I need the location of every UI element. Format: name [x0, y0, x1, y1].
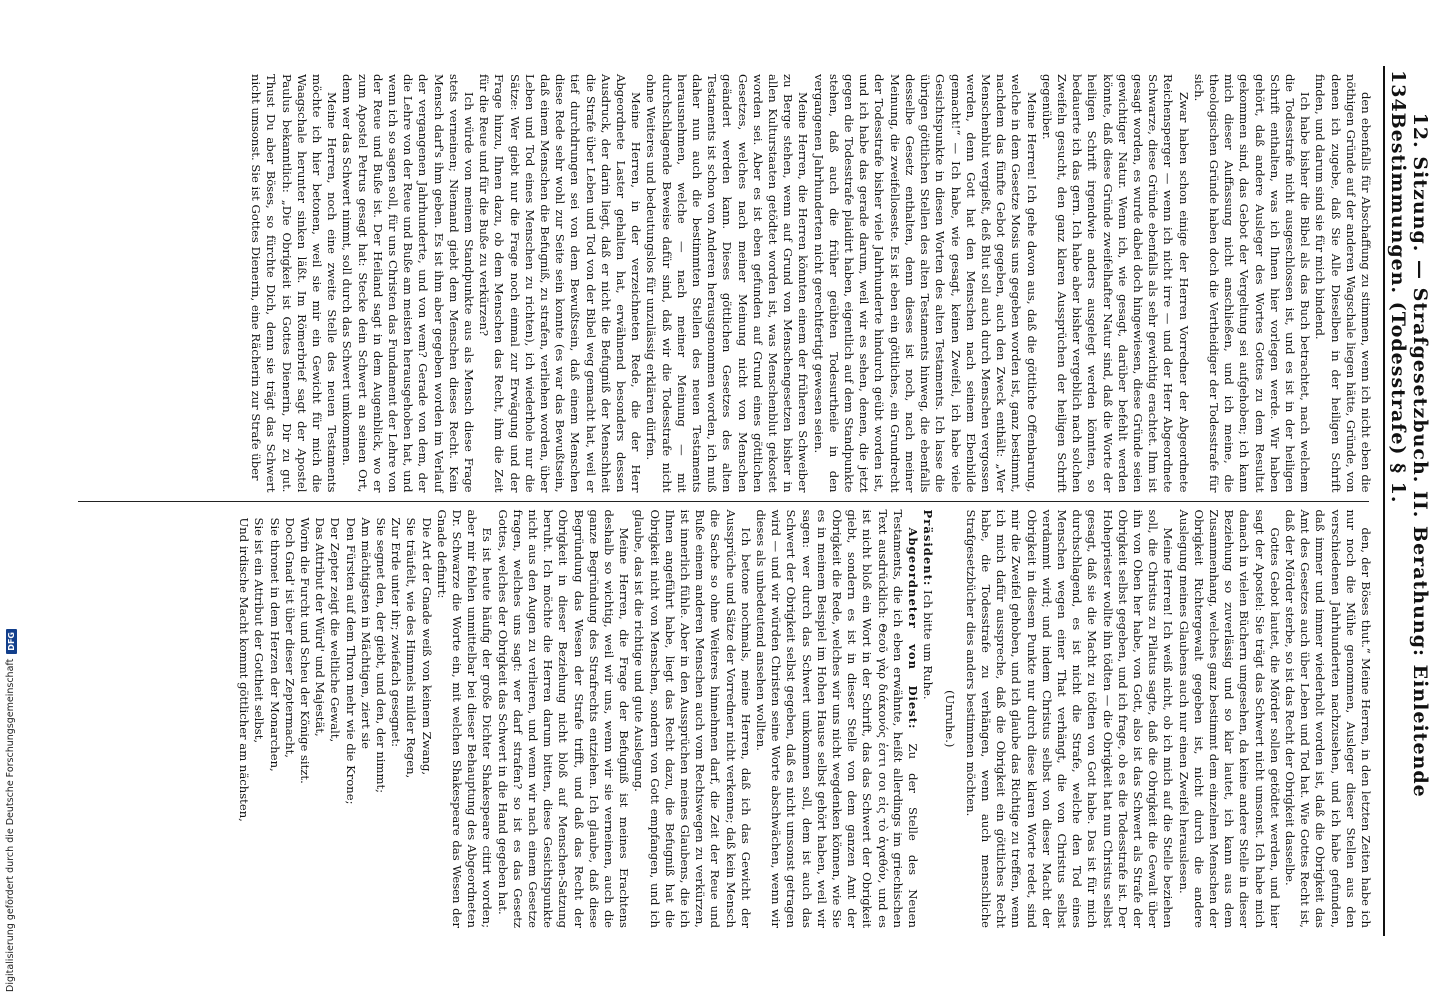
right-column-opening [963, 510, 1373, 929]
paragraph: Sie ist ein Attribut der Gottheit selbst, [252, 517, 267, 744]
paragraph: Das Attribut der Würd' und Majestät, [313, 517, 328, 737]
paragraph: Der Zepter zeigt die weltliche Gewalt, [328, 517, 343, 743]
text-columns [72, 66, 1373, 936]
paragraph: den ebenfalls für Abschaffung zu stimmen, wenn ich nicht eben die nöthigen Gründe auf der anderen Wagschale liegen hätte, Gründe, von denen ich zugebe, daß Sie Alle Dieselben in der heiligen Schrift finden, und darum sind sie für mich bindend. [1313, 74, 1373, 493]
president-label: Präsident: [921, 509, 936, 587]
speech-text: Ich betone nochmals, meine Herren, daß ich das Gewicht der Aussprüche und Sätze der Vorredner nicht verkenne; daß kein Mensch die Sache so ohne Weiteres hinnehmen darf, die Zeit der Reue und Buße einem anderen Menschen auch vom Rechtswegen zu verkürzen, ist innerlich fühle. Aber in den Aussprüchen meines Glaubens, die ich Ihnen angeführt habe, liegt das Recht dazu, die Befugniß hat die Obrigkeit nicht von Menschen, sondern von Gott empfangen, und ich glaube, das ist die richtige und gute Auslegung. [632, 509, 753, 928]
paragraph: Sie träufelt, wie des Himmels milder Regen, [404, 517, 419, 779]
paragraph: Meine Herren, die Herren könnten einem der früheren Schweiber zu Berge stehen, wenn auf Grund von Menschengesetzen bisher in allen Kulturstaaten getödtet worden ist, was Menschenblut gekostet worden sei. Aber es ist eben gefunden auf Grund eines göttlichen Gesetzes, welches nach meiner Meinung nicht von Menschen geändert werden kann. Dieses göttlichen Gesetzes des alten Testaments ist schon von Anderen herausgenommen worden, ich muß daher nun auch die bestimmten Stellen des neuen Testaments herausnehmen, welche — nach meiner Meinung — mit durchschlagende Beweise dafür sind, daß wir die Todesstrafe nicht ohne Weiteres und bedeutungslos für unzulässig erklären dürfen. [644, 74, 811, 493]
paragraph: Meine Herren! Ich weiß nicht, ob ich mich auf die Stelle beziehen soll, die Christus zu Pilatus sagte, daß die Obrigkeit die Gewalt über ihn von Oben her habe, von Gott, also ist das Schwert als Strafe der Obrigkeit selbst gegeben, und ich frage, ob es die Todesstrafe ist. Der Hohepriester wollte ihn tödten — die Obrigkeit hat nun Christus selbst gesagt, daß sie die Macht zu tödten von Gott habe. Das ist für mich durchschlagend, es ist nicht die Strafe, welche den Tod eines Menschen wegen einer That verhängt, die von Christus selbst verdammt wird; und indem Christus selbst von dieser Macht der Obrigkeit in diesem Punkte nur durch diese klaren Worte redet, sind mir die Zweifel gehoben, und ich glaube das Richtige zu treffen, wenn ich mich dafür ausspreche, daß die Obrigkeit ein göttliches Recht habe, die Todesstrafe zu verhängen, wenn auch menschliche Strafgesetzbücher dies anders bestimmen möchten. [963, 509, 1176, 928]
page-number: 134 [1387, 70, 1409, 113]
paragraph: Zwar haben schon einige der Herren Vorredner der Abgeordnete Reichensperger — wenn ich nicht irre — und der Herr Abgeordnete Schwarze, diese Gründe ebenfalls als sehr gewichtig erachtet. Ihm ist gesagt worden, es wurde dabei doch hingewiesen, diese Gründe seien gewichtiger Natur. Wenn ich, wie gesagt, darüber befehlt werden könnte, daß diese Gründe zweifelhafter Natur sind, daß die Worte der heiligen Schrift irgendwie anders ausgelegt werden könnten, so bedauerte ich das gern. Ich habe aber bisher vergeblich nach solchen Zweifeln gesucht, den ganz klaren Aussprüchen der heiligen Schrift gegenüber. [1039, 74, 1191, 493]
page-content [72, 66, 1431, 936]
shakespeare-verse [236, 510, 434, 929]
paragraph: Meine Herren, in der verzeichneten Rede, die der Herr Abgeordnete Laster gehalten hat, erwähnend besonders dessen Ausdruck, der darin liegt, daß er nicht die Befugniß der Menschheit die Strafe über Leben und Tod von der Bibel weg gemacht hat, weil er tief durchdrungen sei von dem Bewußtsein, daß einem Menschen diese Rede sehr wohl zur Seite sein konnte (es war das Bewußtsein, daß einem Menschen die Befugniß, zu strafen, verliehen worden, über Leben und Tod eines Menschen zu richten), ich wiederhole nur die Sätze: Wer giebt nur die Frage noch einmal zur Erwägung und der Frage hinzu, Ihnen dazu, ob dem Menschen das Recht, ihm die Zeit für die Reue und für die Buße zu verkürzen? [477, 74, 644, 493]
speaker-paragraphs [434, 510, 921, 929]
paragraph: Meine Herren, noch eine zweite Stelle des neuen Testaments möchte ich hier betonen, weil sie mir ein Gewicht für mich die Waagschale herunter sinken läßt. Im Römerbrief sagt der Apostel Paulus bekanntlich: „Die Obrigkeit ist Gottes Dienerin, Dir zu gut. Thust Du aber Böses, so fürchte Dich, denn sie trägt das Schwert nicht umsonst. Sie ist Gottes Dienerin, eine Rächerin zur Strafe über [249, 74, 340, 493]
rotated-page [72, 66, 1431, 936]
dfg-logo-icon: DFG [6, 629, 17, 654]
credit-line [4, 600, 18, 992]
paragraph: Ich habe bisher die Bibel als das Buch betrachtet, nach welchem die Todesstrafe nicht ausgeschlossen ist, und es ist in der heiligen Schrift enthalten, was ich Ihnen hier vorlegen werde. Wir haben gehört, daß andere Ausleger des Wortes Gottes zu dem Resultat gekommen sind, das Gebot der Vergeltung sei aufgehoben; ich kann mich dieser Auffassung nicht anschließen, und ich meine, die theologischen Gründe haben doch die Vertheidiger der Todesstrafe für sich. [1191, 74, 1313, 493]
paragraph: Ich würde von meinem Standpunkte aus als Mensch diese Frage stets verneinen; Niemand giebt dem Menschen dieses Recht. Kein Mensch darf's ihm geben. Es ist ihm aber gegeben worden im Verlauf der vergangenen Jahrhunderte, und von wem? Gerade von dem, der die Lehre von der Reue und Buße am meisten herausgehoben hat, und wenn ich so sagen soll, für uns Christen das Fundament der Lehre von der Reue und Buße ist. Der Heiland sagt in dem Augenblick, wo er zum Apostel Petrus gesagt hat: Stecke dein Schwert an seinen Ort, denn wer das Schwert nimmt, soll durch das Schwert umkommen. [340, 74, 477, 493]
unrest-note: (Unruhe.) [942, 690, 957, 748]
left-column [72, 66, 1373, 501]
digitization-credit [4, 600, 18, 992]
speech-paragraph [631, 510, 753, 929]
paragraph: Am mächtigsten in Mächtigen, ziert sie [358, 517, 373, 750]
paragraph: Gottes Gebot lautet, die Mörder sollen getödtet werden, und hier sagt der Apostel: Sie trägt das Schwert nicht umsonst. Ich habe mich danach in vielen Büchern umgesehen, da keine andere Stelle in dieser Beziehung so zuverlässig und so klar lautet, ich kann aus dem Zusammenhang, welches ganz bestimmt dem einzelnen Menschen der Obrigkeit Richtergewalt gegeben ist, nicht durch die andere Auslegung meines Glaubens auch nur einen Zweifel herauslesen. [1176, 509, 1282, 928]
paragraph: den, der Böses thut.“ Meine Herren, in den letzten Zeiten habe ich nur noch die Mühe genommen, Ausleger dieser Stellen aus den verschiedenen Jahrhunderten nachzusehen, und ich habe gefunden, daß immer und immer wiederholt worden ist, daß die Obrigkeit das Amt des Gesetzes auch über Leben und Tod hat. Wie Gottes Recht ist, daß der Mörder sterbe, so ist das Recht der Obrigkeit dasselbe. [1282, 509, 1373, 928]
paragraph: Sie thronet in dem Herzen der Monarchen, [267, 517, 282, 772]
speech-paragraph [434, 510, 495, 929]
speech-text: Es ist heute häufig der große Dichter Shakespeare citirt worden; aber mir fehlen unmittelbar bei dieser Behauptung des Abgeordneten Dr. Schwarze die Worte ein, mit welchen Shakespeare das Wesen der Gnade definirt: [434, 509, 495, 928]
speech-text: Meine Herren, die Frage der Befugniß ist meines Erachtens deshalb so wichtig, weil wir uns, wenn wir sie verneinen, auch die ganze Begründung des Strafrechts entziehen. Ich glaube, daß diese Begründung das Wesen der Strafe trifft, und daß das Recht der Obrigkeit in dieser Beziehung nicht bloß auf Menschen-Satzung beruht. Ich möchte die Herren darum bitten, diese Gesichtspunkte nicht aus den Augen zu verlieren, und wenn wir nach einem Gesetze fragen, welches uns sagt: wer darf strafen? so ist es das Gesetz Gottes, welches der Obrigkeit das Schwert in die Hand gegeben hat. [495, 509, 632, 928]
speech-text: Zu der Stelle des Neuen Testaments, die ich eben erwähnte, heißt allerdings im griechischen Text ausdrücklich: Θεοῦ γὰρ διάκονός ἐστι σοι εἰς τὸ ἀγαθόν, und es ist nicht bloß ein Wort in der Schrift, das das Schwert der Obrigkeit giebt, sondern es ist in dieser Stelle von dem ganzen Amt der Obrigkeit die Rede, welches wir uns nicht wegdenken können, wie Sie es in meinem Beispiel im Hohen Hause selbst gehört haben, weil wir sagen: wer durch das Schwert umkommen soll, dem ist auch das Schwert der Obrigkeit selbst gegeben, daß es nicht umsonst getragen wird — und wir würden Christen seine Worte abschwächen, wenn wir dieses als unbedeutend ansehen wollten. [754, 509, 921, 928]
paragraph: Doch Gnad' ist über dieser Zeptermacht, [282, 517, 297, 758]
running-header [1383, 66, 1431, 936]
speaker-label: Abgeordneter von Diest: [906, 527, 921, 730]
paragraph: Meine Herren! Ich gehe davon aus, daß die göttliche Offenbarung, welche in dem Gesetze Mosis uns gegeben worden ist, ganz bestimmt, nachdem das fünfte Gebot gegeben, auch den Zweck enthält: „Wer Menschenblut vergießt, deß Blut soll auch durch Menschen vergossen werden, denn Gott hat den Menschen nach seinem Ebenbilde gemacht!“ — Ich habe, wie gesagt, keinen Zweifel, ich habe viele Gesichtspunkte in diesen Worten des alten Testaments. Ich lasse die übrigen göttlichen Stellen des alten Testaments hinweg, die ebenfalls desselbe Gesetz enthalten, denn dieses ist noch, nach meiner Meinung, die zweifelloseste. Es ist eben ein göttliches, ein Grundrecht der Todesstrafe bisher viele Jahrhunderte hindurch geübt worden ist, und ich habe das gerade darum, weil wir es sehen, denen, die jetzt gegen die Todesstrafe plaidirt haben, eigentlich auf dem Standpunkte stehen, daß auch die früher geübten Todesurtheile in den vergangenen Jahrhunderten nicht gerechtfertigt gewesen seien. [811, 74, 1039, 493]
paragraph: Den Fürsten auf dem Thron mehr wie die Krone; [343, 517, 358, 805]
speech-paragraph [494, 510, 631, 929]
paragraph: Zur Erde unter ihr; zwiefach gesegnet: [389, 517, 404, 748]
speech-paragraph [753, 510, 920, 929]
paragraph: Die Art der Gnade weiß von keinem Zwang, [419, 517, 434, 776]
credit-text: Digitalisierung gefördert durch die Deutsche Forschungsgemeinschaft [5, 658, 16, 992]
paragraph: Sie segnet den, der giebt, und den, der nimmt; [374, 517, 388, 794]
paragraph: Und irdische Macht kommt göttlicher am nächsten, [237, 517, 252, 822]
header-title: 12. Sitzung. — Strafgesetzbuch. II. Berathung: Einleitende Bestimmungen. (Todesstrafe) § 1. [1387, 112, 1431, 798]
right-column [72, 502, 1373, 937]
paragraph: Worin die Furcht und Scheu der Könige sitzt. [297, 517, 312, 784]
president-text: Ich bitte um Ruhe. [921, 590, 936, 700]
president-remark [920, 510, 935, 929]
